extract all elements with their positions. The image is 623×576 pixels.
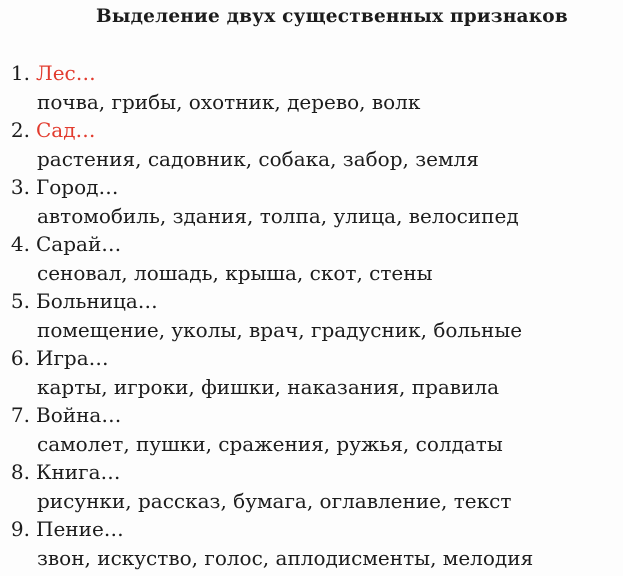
item-keyword: Город… bbox=[36, 175, 119, 199]
item-number: 4. bbox=[10, 232, 30, 256]
list-item bbox=[0, 173, 623, 230]
item-number: 5. bbox=[10, 289, 30, 313]
item-number: 6. bbox=[10, 346, 30, 370]
item-keyword: Пение… bbox=[36, 517, 124, 541]
list-item bbox=[0, 401, 623, 458]
item-word-options: карты, игроки, фишки, наказания, правила bbox=[37, 375, 500, 399]
item-number: 2. bbox=[10, 118, 30, 142]
list-item bbox=[0, 515, 623, 572]
item-number: 9. bbox=[10, 517, 30, 541]
item-heading bbox=[0, 230, 623, 259]
item-heading bbox=[0, 344, 623, 373]
item-keyword: Больница… bbox=[36, 289, 158, 313]
list-item bbox=[0, 59, 623, 116]
item-word-options: растения, садовник, собака, забор, земля bbox=[37, 147, 479, 171]
list-item bbox=[0, 116, 623, 173]
item-heading bbox=[0, 515, 623, 544]
item-keyword: Сад… bbox=[36, 118, 96, 142]
item-number: 1. bbox=[10, 61, 30, 85]
exercise-list bbox=[0, 59, 623, 572]
item-word-options: сеновал, лошадь, крыша, скот, стены bbox=[37, 261, 433, 285]
item-number: 8. bbox=[10, 460, 30, 484]
item-keyword: Книга… bbox=[36, 460, 121, 484]
item-word-options: автомобиль, здания, толпа, улица, велосипед bbox=[37, 204, 519, 228]
page-title: Выделение двух существенных признаков bbox=[96, 6, 568, 27]
item-keyword: Война… bbox=[36, 403, 122, 427]
item-keyword: Игра… bbox=[36, 346, 109, 370]
item-word-options: самолет, пушки, сражения, ружья, солдаты bbox=[37, 432, 503, 456]
list-item bbox=[0, 458, 623, 515]
item-number: 3. bbox=[10, 175, 30, 199]
item-word-options: рисунки, рассказ, бумага, оглавление, текст bbox=[37, 489, 512, 513]
item-word-options: звон, искуство, голос, аплодисменты, мелодия bbox=[37, 546, 534, 570]
item-heading bbox=[0, 116, 623, 145]
item-heading bbox=[0, 173, 623, 202]
item-word-options: помещение, уколы, врач, градусник, больные bbox=[37, 318, 523, 342]
item-heading bbox=[0, 401, 623, 430]
item-word-options: почва, грибы, охотник, дерево, волк bbox=[37, 90, 421, 114]
list-item bbox=[0, 230, 623, 287]
item-keyword: Лес… bbox=[36, 61, 96, 85]
item-number: 7. bbox=[10, 403, 30, 427]
item-heading bbox=[0, 458, 623, 487]
list-item bbox=[0, 344, 623, 401]
list-item bbox=[0, 287, 623, 344]
item-heading bbox=[0, 59, 623, 88]
item-keyword: Сарай… bbox=[36, 232, 122, 256]
item-heading bbox=[0, 287, 623, 316]
